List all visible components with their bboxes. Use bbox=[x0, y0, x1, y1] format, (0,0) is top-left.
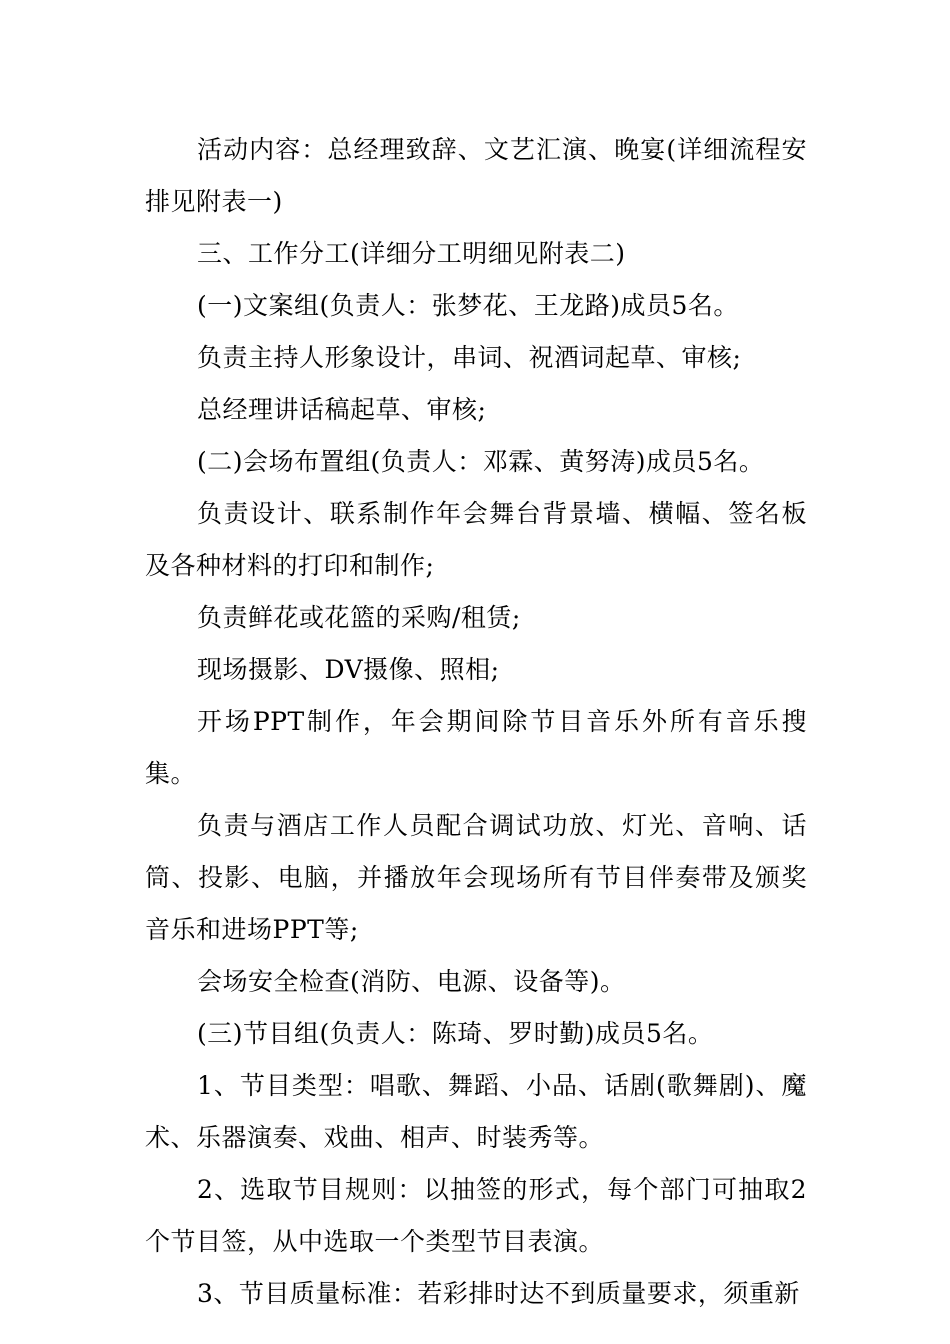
paragraph-quality-standard: 3、节目质量标准：若彩排时达不到质量要求，须重新 bbox=[197, 1279, 800, 1308]
paragraph-safety-check: 会场安全检查(消防、电源、设备等)。 bbox=[197, 967, 626, 996]
paragraph-photography: 现场摄影、DV摄像、照相; bbox=[197, 655, 500, 684]
paragraph-gm-speech: 总经理讲话稿起草、审核; bbox=[197, 395, 487, 424]
paragraph-stage-design: 负责设计、联系制作年会舞台背景墙、横幅、签名板及各种材料的打印和制作; bbox=[145, 499, 807, 580]
paragraph-section-work-division: 三、工作分工(详细分工明细见附表二) bbox=[197, 239, 626, 268]
document-body bbox=[145, 124, 807, 1320]
paragraph-venue-group: (二)会场布置组(负责人：邓霖、黄努涛)成员5名。 bbox=[197, 447, 765, 476]
paragraph-host-image-design: 负责主持人形象设计，串词、祝酒词起草、审核; bbox=[197, 343, 742, 372]
paragraph-program-types: 1、节目类型：唱歌、舞蹈、小品、话剧(歌舞剧)、魔术、乐器演奏、戏曲、相声、时装秀等。 bbox=[145, 1071, 807, 1152]
paragraph-program-group: (三)节目组(负责人：陈琦、罗时勤)成员5名。 bbox=[197, 1019, 714, 1048]
paragraph-flowers: 负责鲜花或花篮的采购/租赁; bbox=[197, 603, 521, 632]
paragraph-activity-content: 活动内容：总经理致辞、文艺汇演、晚宴(详细流程安排见附表一) bbox=[145, 135, 807, 216]
paragraph-selection-rules: 2、选取节目规则：以抽签的形式，每个部门可抽取2个节目签，从中选取一个类型节目表演。 bbox=[145, 1175, 807, 1256]
paragraph-copywriting-group: (一)文案组(负责人：张梦花、王龙路)成员5名。 bbox=[197, 291, 739, 320]
paragraph-ppt-music: 开场PPT制作，年会期间除节目音乐外所有音乐搜集。 bbox=[145, 707, 807, 788]
paragraph-av-equipment: 负责与酒店工作人员配合调试功放、灯光、音响、话筒、投影、电脑，并播放年会现场所有节目伴奏带及颁奖音乐和进场PPT等; bbox=[145, 811, 807, 944]
